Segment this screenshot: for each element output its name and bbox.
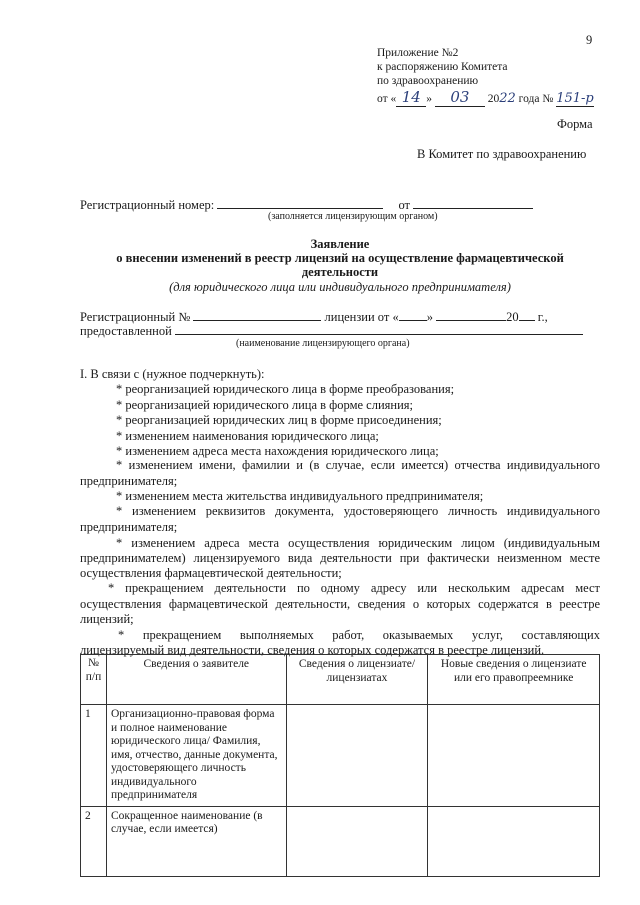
doc-title: Заявление: [310, 237, 370, 251]
section1-item-10-line-1: * прекращением деятельности по одному адресу или нескольким адресам мест: [108, 581, 600, 595]
license-quote-close: »: [426, 310, 433, 324]
section1-item-10-line-2: осуществления фармацевтической деятельности, сведения о которых содержатся в реестре: [80, 597, 600, 611]
section1-item-11-line-1: * прекращением выполняемых работ, оказываемых услуг, составляющих: [118, 628, 600, 642]
licensing-authority-note: (наименование лицензирующего органа): [236, 338, 410, 349]
doc-title-line-2: о внесении изменений в реестр лицензий на осуществление фармацевтической: [116, 251, 564, 265]
section1-item-11-line-2: лицензируемый вид деятельности, сведения о которых содержатся в реестре лицензий.: [80, 643, 545, 657]
page-number: 9: [586, 33, 593, 47]
table-row: [81, 806, 600, 876]
license-month-field[interactable]: [436, 308, 506, 321]
section1-heading: I. В связи с (нужное подчеркнуть):: [80, 367, 265, 381]
order-number-field: [556, 91, 594, 107]
table-header-row: [81, 655, 600, 705]
appendix-line-1: Приложение №2: [377, 47, 459, 59]
info-table: [80, 654, 600, 877]
table-row: [81, 705, 600, 807]
section1-item-1: * реорганизацией юридического лица в форме преобразования;: [116, 382, 455, 396]
license-reg-label: Регистрационный №: [80, 310, 191, 324]
registration-from-label: от: [398, 198, 411, 212]
appendix-line-2: к распоряжению Комитета: [377, 61, 508, 73]
section1-item-2: * реорганизацией юридического лица в форме слияния;: [116, 398, 413, 412]
section1-item-8-line-2: предпринимателя;: [80, 520, 178, 534]
date-prefix: от «: [377, 93, 397, 105]
section1-item-9-line-3: осуществления фармацевтической деятельности;: [80, 566, 342, 580]
section1-item-4: * изменением наименования юридического лица;: [116, 429, 379, 443]
appendix-line-3: по здравоохранению: [377, 75, 479, 87]
license-reg-number-field[interactable]: [193, 308, 321, 321]
date-day-field: [396, 88, 426, 107]
row-1-licensee-cell[interactable]: [286, 705, 428, 807]
registration-date-field[interactable]: [413, 196, 533, 209]
row-2-licensee-cell[interactable]: [286, 806, 428, 876]
row-2-new-info-cell[interactable]: [428, 806, 600, 876]
row-2-num: 2: [81, 806, 107, 876]
date-month-handwritten: 03: [450, 88, 470, 106]
provided-label: предоставленной: [80, 324, 172, 338]
section1-item-9-line-1: * изменением адреса места осуществления юридическим лицом (индивидуальным: [116, 536, 600, 550]
registration-number-field[interactable]: [217, 196, 383, 209]
addressee: В Комитет по здравоохранению: [417, 147, 587, 161]
section1-item-3: * реорганизацией юридических лиц в форме присоединения;: [116, 413, 442, 427]
header-new-info: Новые сведения о лицензиате или его правопреемнике: [428, 655, 600, 705]
doc-title-line-3: деятельности: [301, 265, 379, 279]
license-year-field[interactable]: [519, 308, 535, 321]
section1-item-6-line-1: * изменением имени, фамилии и (в случае, если имеется) отчества индивидуального: [116, 458, 600, 472]
doc-subtitle: (для юридического лица или индивидуального предпринимателя): [169, 280, 511, 294]
license-from-label: лицензии от «: [324, 310, 399, 324]
date-year-prefix: 20: [487, 93, 500, 105]
row-1-new-info-cell[interactable]: [428, 705, 600, 807]
registration-note: (заполняется лицензирующим органом): [268, 211, 438, 222]
order-number-handwritten: 151-р: [556, 91, 594, 106]
section1-item-9-line-2: предпринимателем) лицензируемого вида деятельности при фактически неизменном месте: [80, 551, 600, 565]
section1-item-8-line-1: * изменением реквизитов документа, удостоверяющего личность индивидуального: [116, 504, 600, 518]
section1-item-6-line-2: предпринимателя;: [80, 474, 178, 488]
date-month-field: [435, 88, 485, 107]
header-applicant: Сведения о заявителе: [106, 655, 286, 705]
provided-line: [80, 322, 583, 339]
row-1-num: 1: [81, 705, 107, 807]
license-year-prefix: 20: [506, 310, 519, 324]
section1-item-7: * изменением места жительства индивидуального предпринимателя;: [116, 489, 484, 503]
row-2-label: Сокращенное наименование (в случае, если имеется): [106, 806, 286, 876]
header-num: № п/п: [81, 655, 107, 705]
header-licensee: Сведения о лицензиате/ лицензиатах: [286, 655, 428, 705]
licensing-authority-field[interactable]: [175, 322, 583, 335]
order-number-label: №: [542, 93, 554, 105]
date-year-word: года: [518, 93, 540, 105]
appendix-date-line: [377, 88, 594, 107]
form-label: Форма: [557, 117, 593, 131]
license-year-end: г.,: [537, 310, 548, 324]
license-day-field[interactable]: [399, 308, 427, 321]
row-1-label: Организационно-правовая форма и полное наименование юридического лица/ Фамилия, имя, отчество, данные документа, удостоверяющего личность индивидуального предпринимателя: [106, 705, 286, 807]
section1-item-10-line-3: лицензий;: [80, 612, 134, 626]
section1-item-5: * изменением адреса места нахождения юридического лица;: [116, 444, 439, 458]
registration-label: Регистрационный номер:: [80, 198, 215, 212]
date-year-handwritten: 22: [499, 91, 516, 106]
date-mid: »: [426, 93, 432, 105]
date-day-handwritten: 14: [401, 88, 421, 106]
